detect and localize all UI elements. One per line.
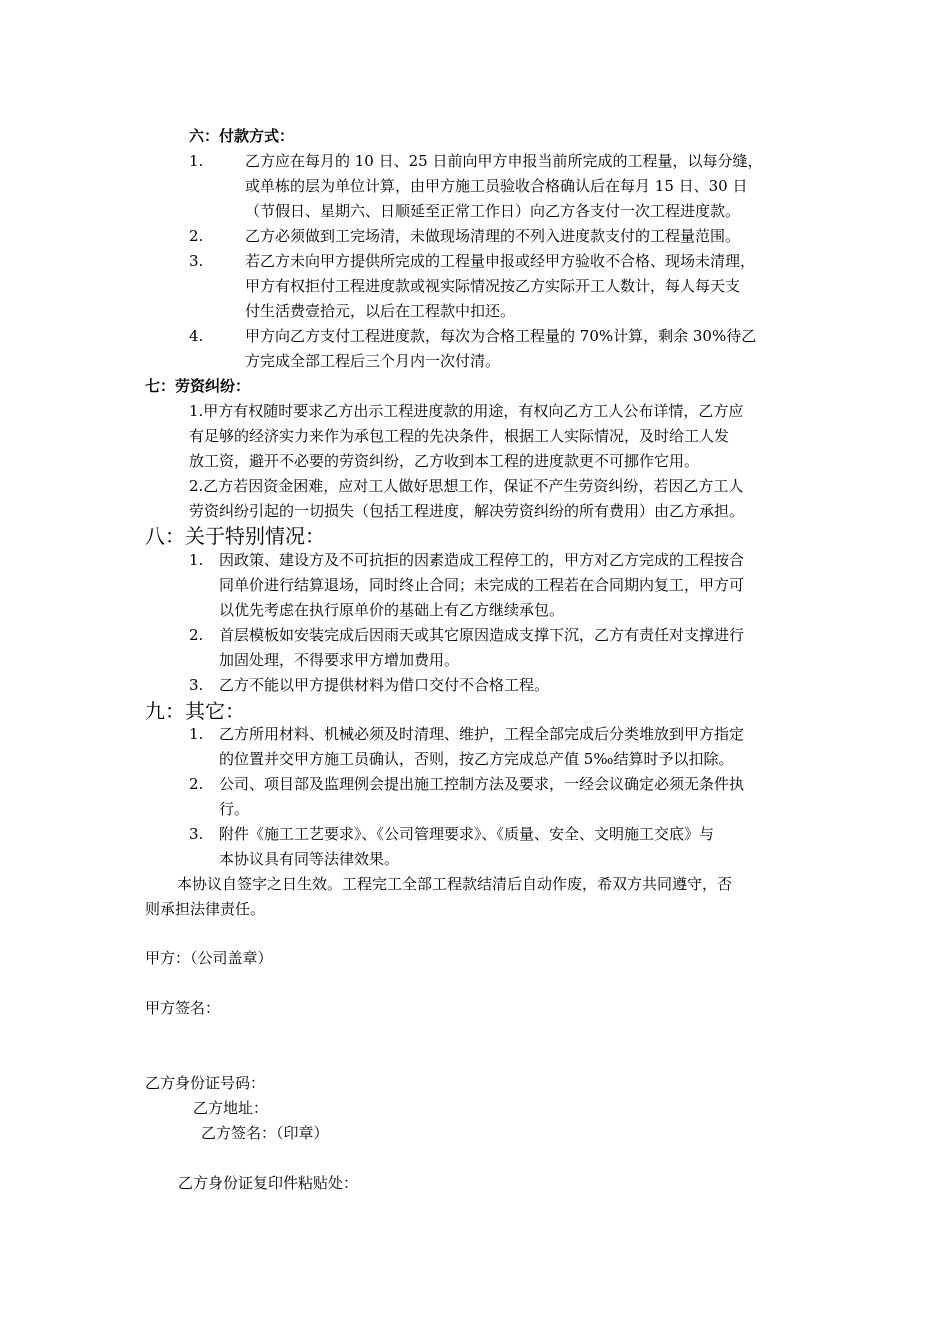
party-a-signature-label: 甲方签名： xyxy=(145,999,221,1017)
item-line: 以优先考虑在执行原单价的基础上有乙方继续承包。 xyxy=(219,601,565,619)
item-number: 3. xyxy=(189,825,204,843)
item-number: 3. xyxy=(189,676,204,694)
item-number: 1. xyxy=(189,551,204,569)
item-number: 4. xyxy=(189,327,204,345)
item-line: 本协议具有同等法律效果。 xyxy=(219,850,400,868)
item-number: 2. xyxy=(189,626,204,644)
item-line: 公司、项目部及监理例会提出施工控制方法及要求，一经会议确定必须无条件执 xyxy=(219,775,745,793)
item-line: （节假日、星期六、日顺延至正常工作日）向乙方各支付一次工程进度款。 xyxy=(245,202,741,220)
item-line: 乙方不能以甲方提供材料为借口交付不合格工程。 xyxy=(219,676,550,694)
section6-heading: 六：付款方式： xyxy=(189,127,295,145)
party-b-id-copy-label: 乙方身份证复印件粘贴处： xyxy=(178,1174,359,1192)
paragraph-line: 劳资纠纷引起的一切损失（包括工程进度，解决劳资纠纷的所有费用）由乙方承担。 xyxy=(189,502,745,520)
party-b-signature-label: 乙方签名：（印章） xyxy=(201,1124,329,1142)
item-line: 加固处理，不得要求甲方增加费用。 xyxy=(219,651,460,669)
item-number: 3. xyxy=(189,252,204,270)
party-a-seal-label: 甲方：（公司盖章） xyxy=(145,949,273,967)
item-line: 乙方应在每月的 10 日、25 日前向甲方申报当前所完成的工程量，以每分缝， xyxy=(245,152,763,170)
party-b-address-label: 乙方地址： xyxy=(193,1099,269,1117)
section9-heading: 九：其它： xyxy=(145,699,245,723)
item-line: 或单栋的层为单位计算，由甲方施工员验收合格确认后在每月 15 日、30 日 xyxy=(245,177,748,195)
item-line: 同单价进行结算退场，同时终止合同；未完成的工程若在合同期内复工，甲方可 xyxy=(219,576,745,594)
item-number: 2. xyxy=(189,775,204,793)
paragraph-line: 放工资，避开不必要的劳资纠纷，乙方收到本工程的进度款更不可挪作它用。 xyxy=(189,452,700,470)
item-line: 付生活费壹拾元，以后在工程款中扣还。 xyxy=(245,302,516,320)
item-line: 甲方向乙方支付工程进度款，每次为合格工程量的 70%计算，剩余 30%待乙 xyxy=(245,327,757,345)
item-number: 2. xyxy=(189,227,204,245)
item-line: 乙方所用材料、机械必须及时清理、维护，工程全部完成后分类堆放到甲方指定 xyxy=(219,725,745,743)
paragraph-line: 2.乙方若因资金困难，应对工人做好思想工作，保证不产生劳资纠纷，若因乙方工人 xyxy=(189,477,744,495)
party-b-id-label: 乙方身份证号码： xyxy=(145,1074,266,1092)
item-number: 1. xyxy=(189,152,204,170)
section8-heading: 八：关于特别情况： xyxy=(145,524,325,548)
closing-line: 则承担法律责任。 xyxy=(145,900,266,918)
paragraph-line: 1.甲方有权随时要求乙方出示工程进度款的用途，有权向乙方工人公布详情，乙方应 xyxy=(189,402,744,420)
item-number: 1. xyxy=(189,725,204,743)
item-line: 甲方有权拒付工程进度款或视实际情况按乙方实际开工人数计，每人每天支 xyxy=(245,277,741,295)
item-line: 若乙方未向甲方提供所完成的工程量申报或经甲方验收不合格、现场未清理， xyxy=(245,252,756,270)
item-line: 的位置并交甲方施工员确认，否则，按乙方完成总产值 5‰结算时予以扣除。 xyxy=(219,750,734,768)
item-line: 乙方必须做到工完场清，未做现场清理的不列入进度款支付的工程量范围。 xyxy=(245,227,741,245)
item-line: 行。 xyxy=(219,800,250,818)
item-line: 首层模板如安装完成后因雨天或其它原因造成支撑下沉，乙方有责任对支撑进行 xyxy=(219,626,745,644)
item-line: 方完成全部工程后三个月内一次付清。 xyxy=(245,352,501,370)
closing-line: 本协议自签字之日生效。工程完工全部工程款结清后自动作废，希双方共同遵守，否 xyxy=(177,875,733,893)
item-line: 因政策、建设方及不可抗拒的因素造成工程停工的，甲方对乙方完成的工程按合 xyxy=(219,551,745,569)
section7-heading: 七：劳资纠纷： xyxy=(145,377,251,395)
paragraph-line: 有足够的经济实力来作为承包工程的先决条件，根据工人实际情况，及时给工人发 xyxy=(189,427,730,445)
item-line: 附件《施工工艺要求》、《公司管理要求》、《质量、安全、文明施工交底》与 xyxy=(219,825,715,843)
